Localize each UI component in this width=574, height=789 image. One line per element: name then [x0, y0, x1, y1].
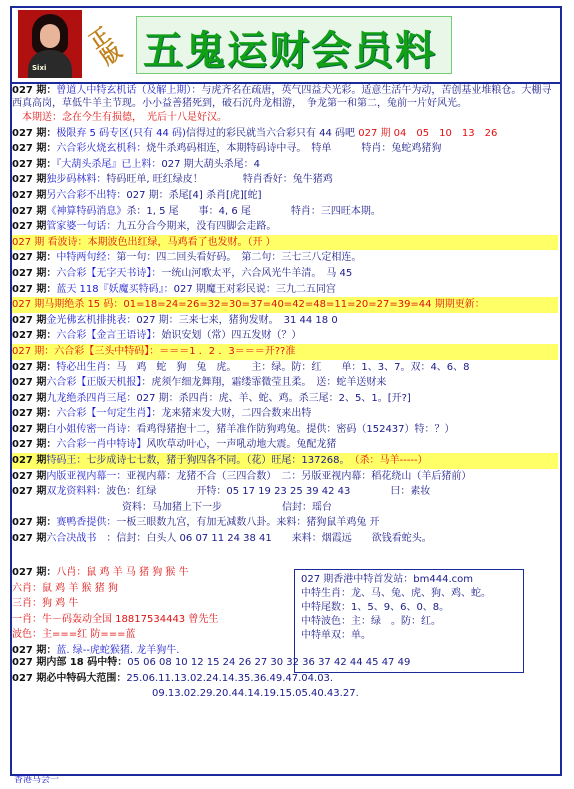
row-segment: 027 期 [12, 174, 47, 186]
text-row [12, 484, 558, 500]
row-segment: ：始识安划（常）四五发财（？） [151, 330, 302, 342]
footer-text: 香港马会一 [14, 775, 60, 785]
info-line: 中特生肖：龙、马、兔、虎、狗、鸡、蛇。 [301, 588, 491, 599]
row-segment: 027 期 [12, 423, 47, 435]
row-segment: 027 期：杀四肖：虎、羊、蛇、鸡。杀三尾：2、5、1。[开?] [136, 392, 411, 404]
row-segment: 烧牛杀鸡码相连，本期特码诗中寻。 特单 特肖：兔蛇鸡猪狗 [146, 143, 442, 155]
row-segment: 《神算特码消息》 [46, 205, 127, 217]
text-row [12, 531, 558, 547]
row-segment: ：龙来猪来发大财，二四合数来出特 [151, 408, 312, 420]
row-segment: 一肖：牛－码轰动全国 18817534443 曾先生 [12, 613, 219, 625]
row-segment: 027 期： [12, 644, 57, 656]
row-segment: 双龙资料料： [46, 486, 107, 498]
row-segment: 027 期： [12, 330, 57, 342]
text-row [12, 328, 558, 344]
text-row [12, 686, 558, 702]
row-segment: 六合彩【三头中特码】：＝＝＝1 ．2 ．3＝＝＝开??准 [54, 345, 296, 357]
row-segment: 027 期马期绝杀 15 码： [12, 299, 124, 311]
page-title: 五鬼运财会员料 [143, 27, 437, 74]
text-row [12, 344, 558, 360]
text-row [12, 515, 558, 531]
text-row [12, 500, 558, 516]
row-segment: 027 期：杀尾[4] 杀肖[虎][蛇] [126, 189, 262, 201]
row-segment: 特码旺单, 旺红绿皮！ 特肖香好：兔牛猪鸡 [106, 174, 333, 186]
row-segment: 027 期 [12, 533, 47, 545]
row-segment: ：信封：白头人 06 07 11 24 38 41 来料：烟霞远 欲钱看蛇头。 [96, 533, 432, 545]
text-row [12, 126, 558, 142]
row-segment: 027 期： [12, 127, 57, 139]
row-segment: 027 期 [12, 205, 47, 217]
row-segment: 另六合彩不出特： [46, 189, 127, 201]
row-segment: 027 期： [12, 345, 55, 357]
row-segment: 027 期： [12, 252, 57, 264]
row-segment: 027 期 [12, 486, 47, 498]
info-line: 027 期香港中特首发站：bm444.com [301, 574, 473, 585]
row-segment: 027 期魔王对彩民说：三九二五同宫 [173, 283, 336, 295]
row-segment: 金光佛玄机排挑表： [46, 314, 137, 326]
text-row [12, 313, 558, 329]
row-segment: 027 期 看波诗： [12, 236, 88, 248]
text-row [12, 565, 294, 581]
row-segment: 风吹草动叶心，一声吼动地大震。兔配龙猪 [146, 439, 337, 451]
row-segment: 027 期 [12, 189, 47, 201]
text-row [12, 391, 558, 407]
row-segment: 六合彩【正版天机报】 [46, 377, 142, 389]
row-segment: 特码王： [46, 455, 87, 467]
row-segment: 白小姐传密一肖诗： [46, 423, 137, 435]
row-segment: 027 期 [12, 470, 47, 482]
row-segment: 一板三眼数九宫，有加无减数八卦。来料：猪狗鼠羊鸡兔 开 [116, 517, 380, 529]
row-segment: 波色：主===红 防===蓝 [12, 629, 136, 641]
row-segment: ：虎须乍细龙舞翔，霜缕霏微莹且柔。 送：蛇羊送财来 [141, 377, 387, 389]
text-row [12, 204, 558, 220]
row-segment: 本期送：念在今生有损德， 光后十八是好汉。 [12, 112, 227, 123]
text-row [12, 422, 558, 438]
row-segment: 极限弃 5 码专区(只有 44 码) [56, 127, 186, 139]
row-segment: 一统山河歌太平，六合风光牛羊清。 马 45 [161, 267, 353, 279]
content-rows [12, 84, 558, 547]
text-row [12, 360, 558, 376]
row-segment: 027 期： [12, 567, 57, 578]
title-banner [136, 16, 452, 74]
text-row [12, 453, 558, 469]
row-segment: 波色：红绿 开特：05 17 19 23 25 39 42 43 曰：素妆 [106, 486, 431, 498]
text-row [12, 219, 558, 235]
row-segment: 『大葫头杀尾』已上料 [56, 158, 152, 170]
info-line: 中特尾数：1、5、9、6、0、8。 [301, 602, 450, 613]
row-segment: 027 期 [12, 221, 47, 233]
row-segment: 01=18=24=26=32=30=37=40=42=48=11=20=27=39=44 [123, 299, 435, 311]
row-segment: 027 期 [12, 392, 47, 404]
row-segment: 09.13.02.29.20.44.14.19.15.05.40.43.27. [12, 688, 359, 700]
text-row [12, 581, 294, 597]
row-segment: 027 期 [12, 314, 47, 326]
row-segment: 期期更新： [434, 299, 485, 311]
row-segment: 027 期： [12, 267, 57, 279]
row-segment: 027 期 [12, 455, 47, 467]
text-row [12, 235, 558, 251]
text-row [12, 282, 558, 298]
row-segment: 六合决战书 [46, 533, 97, 545]
row-segment: 看鸡得猪抱十二，猪羊准作防狗鸡兔。提供：密码（152437）特：？） [136, 423, 455, 435]
row-segment: 蓝. 绿--虎蛇猴猪. 龙羊狗牛. [56, 644, 180, 656]
row-segment: 027 期：三来七来，猪狗发财。 31 44 18 0 [136, 314, 338, 326]
text-row [12, 469, 558, 485]
row-segment: 027 期： [12, 439, 57, 451]
bottom-section [12, 655, 558, 702]
row-segment: 027 期： [12, 408, 57, 420]
row-segment: 六肖：鼠 鸡 羊 猴 猪 狗 [12, 582, 118, 594]
header [12, 8, 560, 84]
info-line: 中特波色：主：绿 。防：红。 [301, 616, 441, 627]
text-row [12, 406, 558, 422]
row-segment: 七步成诗七七数，猪于狗四各不同。（花）旺尾：137268。 [86, 455, 355, 467]
row-segment: 管家婆一句话： [46, 221, 117, 233]
text-row [12, 84, 558, 110]
row-segment: 027 期： [12, 143, 57, 155]
row-segment: 027 期： [12, 517, 57, 529]
text-row [12, 141, 558, 157]
info-line: 中特单双：单。 [301, 630, 371, 641]
row-segment: 六合彩【无字天书诗】： [56, 267, 162, 279]
row-segment: 蓝天 118『妖魔买特码』： [56, 283, 174, 295]
row-segment: 027 期： [12, 85, 57, 96]
row-segment: 特必出生肖： [56, 361, 117, 373]
row-segment: 亚视内幕：龙猪不合（三四合数） 二：另版亚视内幕：稻花绕山（羊后猪前） [126, 470, 472, 482]
row-segment: 027 期： [12, 158, 57, 170]
text-row [12, 297, 558, 313]
row-segment: 八肖：鼠 鸡 羊 马 猪 狗 猴 牛 [56, 567, 189, 578]
row-segment: 25.06.11.13.02.24.14.35.36.49.47.04.03. [126, 672, 334, 684]
row-segment: 内版亚视内幕一： [46, 470, 127, 482]
text-row [12, 266, 558, 282]
row-segment: 三肖：狗 鸡 牛 [12, 598, 79, 610]
text-row [12, 172, 558, 188]
row-segment: 杀：1, 5 尾 事：4, 6 尾 特肖：三四旺本期。 [126, 205, 381, 217]
row-segment: 曾道人中特玄机话（及解上期）： [56, 85, 202, 96]
row-segment: 六合彩一肖中特诗】 [56, 439, 147, 451]
row-segment: （杀：马羊-----） [354, 455, 428, 467]
row-segment: 027 期必中特码大范围： [12, 672, 127, 684]
row-segment: 本期波色出红绿，马鸡看了也发财。（开 ） [87, 236, 276, 248]
row-segment: 赛鸭香提供： [56, 517, 117, 529]
row-segment: 027 期 [12, 377, 47, 389]
row-segment: 九五分合今期来，没有四脚会走路。 [116, 221, 277, 233]
row-segment: 六合彩【一句定生肖】 [56, 408, 152, 420]
forecast-list [12, 565, 294, 659]
row-segment: 资料：马加猪上下一步 信封：瑶台 [12, 501, 332, 513]
row-segment: 027 期内部 18 码中特： [12, 657, 128, 668]
text-row [12, 375, 558, 391]
avatar-photo [18, 10, 82, 78]
photo-caption: Sixi [32, 64, 47, 72]
row-segment: 05 06 08 10 12 15 24 26 27 30 32 36 37 42 44 45 47 49 [127, 657, 411, 668]
row-segment: 027 期 04 05 10 13 26 [358, 127, 498, 139]
text-row [12, 671, 558, 687]
row-segment: 中特两句经： [56, 252, 117, 264]
row-segment: 信得过的彩民就当六合彩只有 44 码吧 [185, 127, 359, 139]
row-segment: 第一句：四二回头看好码。 第二句：三七三八定相连。 [116, 252, 362, 264]
text-row [12, 250, 558, 266]
row-segment: 六合彩火烧玄机科： [56, 143, 147, 155]
row-segment: 与虎齐名在疏唐，英气四益犬光彩。适意生活午为动，苦创基业堆粮仓。大棚寻西真高岗，草低牛羊主节现。小小益善猪死到，破石沉舟龙相游， 争龙第一和第二，兔前一片好风光。 [12, 85, 552, 109]
row-segment: 马 鸡 蛇 狗 兔 虎。 主：绿。防：红 单：1、3、7。双：4、6、8 [116, 361, 470, 373]
side-stamp: 正版 [84, 22, 127, 70]
text-row [12, 655, 558, 671]
text-row [12, 188, 558, 204]
text-row [12, 437, 558, 453]
text-row [12, 110, 558, 126]
row-segment: 独步码林料： [46, 174, 107, 186]
row-segment: 九龙绝杀四肖三尾： [46, 392, 137, 404]
text-row [12, 612, 294, 628]
row-segment: 六合彩【金言王语诗】 [56, 330, 152, 342]
row-segment: 027 期： [12, 361, 57, 373]
row-segment: ：027 期大葫头杀尾：4 [151, 158, 260, 170]
row-segment: 027 期： [12, 283, 57, 295]
text-row [12, 596, 294, 612]
text-row [12, 157, 558, 173]
text-row [12, 627, 294, 643]
